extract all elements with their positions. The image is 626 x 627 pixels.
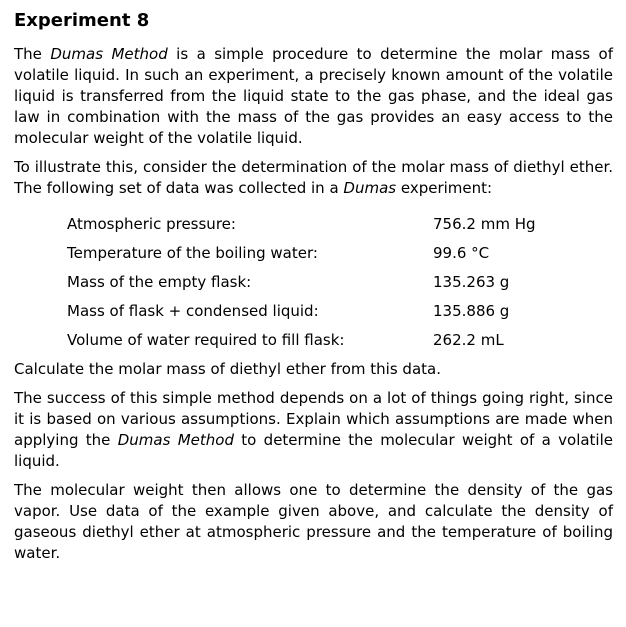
experiment-data-table (14, 214, 613, 351)
table-row-flask-plus-liquid-mass (14, 301, 613, 322)
row-label: Temperature of the boiling water: (67, 244, 318, 262)
row-value: 262.2 mL (433, 331, 504, 349)
page-title: Experiment 8 (14, 10, 150, 31)
dumas-term: Dumas (343, 179, 397, 197)
table-row-empty-flask-mass (14, 272, 613, 293)
paragraph-illustrate (14, 157, 613, 199)
row-value: 756.2 mm Hg (433, 215, 536, 233)
paragraph-intro-text: The (14, 45, 51, 63)
paragraph-illustrate-text: To illustrate this, consider the determination of the molar mass of diethyl ether. The following set of data was collected in a (14, 158, 613, 197)
paragraph-assumptions (14, 388, 613, 472)
row-label: Volume of water required to fill flask: (67, 331, 345, 349)
table-row-flask-volume (14, 330, 613, 351)
row-value: 99.6 °C (433, 244, 490, 262)
row-label: Atmospheric pressure: (67, 215, 236, 233)
row-label: Mass of the empty flask: (67, 273, 252, 291)
table-row-boiling-water-temperature (14, 243, 613, 264)
row-value: 135.886 g (433, 302, 510, 320)
paragraph-assumptions-text-cont: to determine the molecular weight of a volatile liquid. (14, 431, 613, 470)
paragraph-intro-text-cont: is a simple procedure to determine the molar mass of volatile liquid. In such an experiment, a precisely known amount of the volatile liquid is transferred from the liquid state to the gas phase, and the ideal gas law in combination with the mass of the gas provides an easy access to the molecular weight of the volatile liquid. (14, 45, 614, 147)
row-label: Mass of flask + condensed liquid: (67, 302, 319, 320)
paragraph-assumptions-text: The success of this simple method depends on a lot of things going right, since it is based on various assumptions. Explain which assumptions are made when applying the (14, 389, 613, 449)
row-value: 135.263 g (433, 273, 510, 291)
paragraph-illustrate-text-cont: experiment: (396, 179, 493, 197)
dumas-method-term: Dumas Method (50, 45, 168, 63)
paragraph-density: The molecular weight then allows one to determine the density of the gas vapor. Use data of the example given above, and calculate the density of gaseous diethyl ether at atmospheric pressure and the temperature of boiling water. (14, 481, 613, 562)
paragraph-calculate: Calculate the molar mass of diethyl ether from this data. (14, 360, 441, 378)
table-row-atmospheric-pressure (14, 214, 613, 235)
dumas-method-term: Dumas Method (117, 431, 234, 449)
paragraph-intro (14, 44, 613, 149)
